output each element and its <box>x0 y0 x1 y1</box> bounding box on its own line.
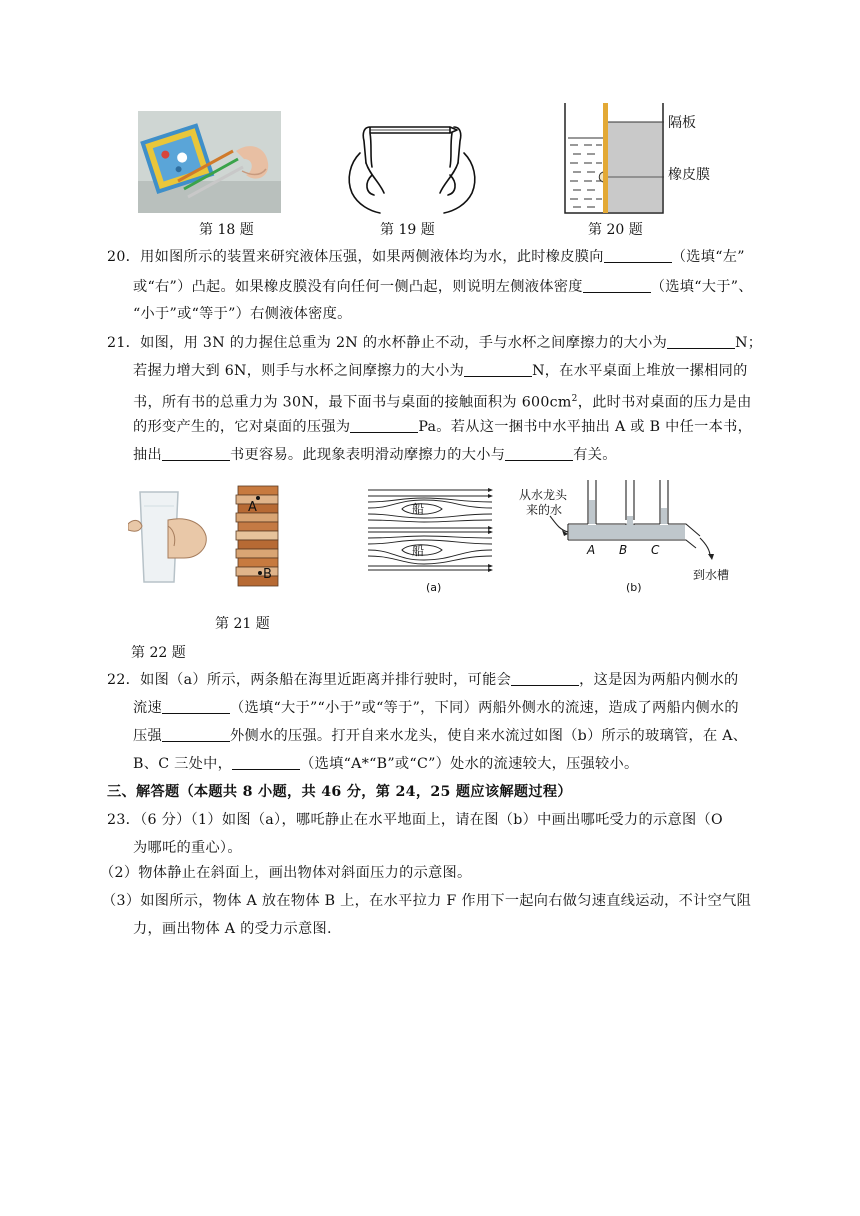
q21-line-4: 的形变产生的，它对桌面的压强为 Pa。若从这一捆书中水平抽出 A 或 B 中任一本书， <box>133 419 753 435</box>
q22-blank-3[interactable] <box>162 727 230 742</box>
figure-19-image <box>340 123 482 215</box>
fig22b-tag: (b) <box>626 581 642 594</box>
q23-line-5: 力，画出物体 A 的受力示意图. <box>133 921 332 937</box>
q21-blank-2[interactable] <box>464 362 532 377</box>
q22-line-4: B、C 三处中， （选填“A*“B”或“C”）处水的流速较大，压强较小。 <box>133 756 639 772</box>
q20-blank-1[interactable] <box>604 248 672 263</box>
q22-blank-4[interactable] <box>232 755 300 770</box>
fig22b-sink-label: 到水槽 <box>693 568 730 582</box>
fig20-label-partition: 隔板 <box>668 115 696 131</box>
caption-fig19: 第 19 题 <box>380 222 435 238</box>
q21-blank-1[interactable] <box>667 334 735 349</box>
q21-blank-3[interactable] <box>350 418 418 433</box>
caption-fig21: 第 21 题 <box>215 616 270 632</box>
fig22b-point-a: A <box>587 543 596 557</box>
q20-line-3: “小于”或“等于”）右侧液体密度。 <box>133 306 352 322</box>
figure-22a-diagram <box>364 486 498 574</box>
q22-blank-1[interactable] <box>511 671 579 686</box>
fig22a-boat-label-bottom: 船 <box>412 544 425 558</box>
fig22a-tag: (a) <box>426 581 442 594</box>
fig22b-point-b: B <box>619 543 628 557</box>
fig22b-source-line1: 从水龙头 <box>519 488 568 502</box>
fig22b-point-c: C <box>651 543 660 557</box>
fig22b-source-line2: 来的水 <box>526 503 563 517</box>
caption-fig20: 第 20 题 <box>588 222 643 238</box>
q20-blank-2[interactable] <box>583 278 651 293</box>
q21-line-1: 21．如图，用 3N 的力握住总重为 2N 的水杯静止不动，手与水杯之间摩擦力的大小为 N； <box>107 335 763 351</box>
q23-line-1: 23．（6 分）（1）如图（a），哪吒静止在水平地面上，请在图（b）中画出哪吒受力的示意图（O <box>107 812 723 828</box>
q22-blank-2[interactable] <box>162 699 230 714</box>
q23-line-2: 为哪吒的重心）。 <box>133 840 242 856</box>
fig21-label-b: B <box>263 567 272 582</box>
fig21-label-a: A <box>248 500 257 515</box>
q21-line-2: 若握力增大到 6N，则手与水杯之间摩擦力的大小为 N，在水平桌面上堆放一摞相同的 <box>133 363 748 379</box>
q21-blank-5[interactable] <box>505 446 573 461</box>
q20-line-1: 20．用如图所示的装置来研究液体压强，如果两侧液体均为水，此时橡皮膜向 （选填“左” <box>107 249 745 265</box>
q23-line-3: （2）物体静止在斜面上，画出物体对斜面压力的示意图。 <box>100 865 472 881</box>
caption-fig18: 第 18 题 <box>199 222 254 238</box>
figure-21-cup-image <box>128 486 212 588</box>
fig20-label-membrane: 橡皮膜 <box>668 167 710 183</box>
q21-line-5: 抽出 书更容易。此现象表明滑动摩擦力的大小与 有关。 <box>133 447 617 463</box>
q22-line-1: 22．如图（a）所示，两条船在海里近距离并排行驶时，可能会 ，这是因为两船内侧水的 <box>107 672 739 688</box>
section-3-heading: 三、解答题（本题共 8 小题，共 46 分，第 24，25 题应该解题过程） <box>107 784 572 800</box>
q21-blank-4[interactable] <box>162 446 230 461</box>
q22-line-3: 压强 外侧水的压强。打开自来水龙头，使自来水流过如图（b）所示的玻璃管，在 A、 <box>133 728 748 744</box>
caption-fig22: 第 22 题 <box>131 645 186 661</box>
q23-line-4: （3）如图所示，物体 A 放在物体 B 上，在水平拉力 F 作用下一起向右做匀速直线运动，不计空气阻 <box>102 893 752 909</box>
q21-line-3: 书，所有书的总重力为 30N，最下面书与桌面的接触面积为 $600cm^2$，此时书对桌面的压力是由 <box>133 394 752 411</box>
q20-line-2: 或“右”）凸起。如果橡皮膜没有向任何一侧凸起，则说明左侧液体密度 （选填“大于”、 <box>133 279 753 295</box>
figure-18-image <box>138 111 281 213</box>
q22-line-2: 流速 （选填“大于”“小于”或“等于”，下同）两船外侧水的流速，造成了两船内侧水的 <box>133 700 739 716</box>
figure-21-books-image <box>234 484 282 590</box>
fig22a-boat-label-top: 船 <box>412 502 425 516</box>
